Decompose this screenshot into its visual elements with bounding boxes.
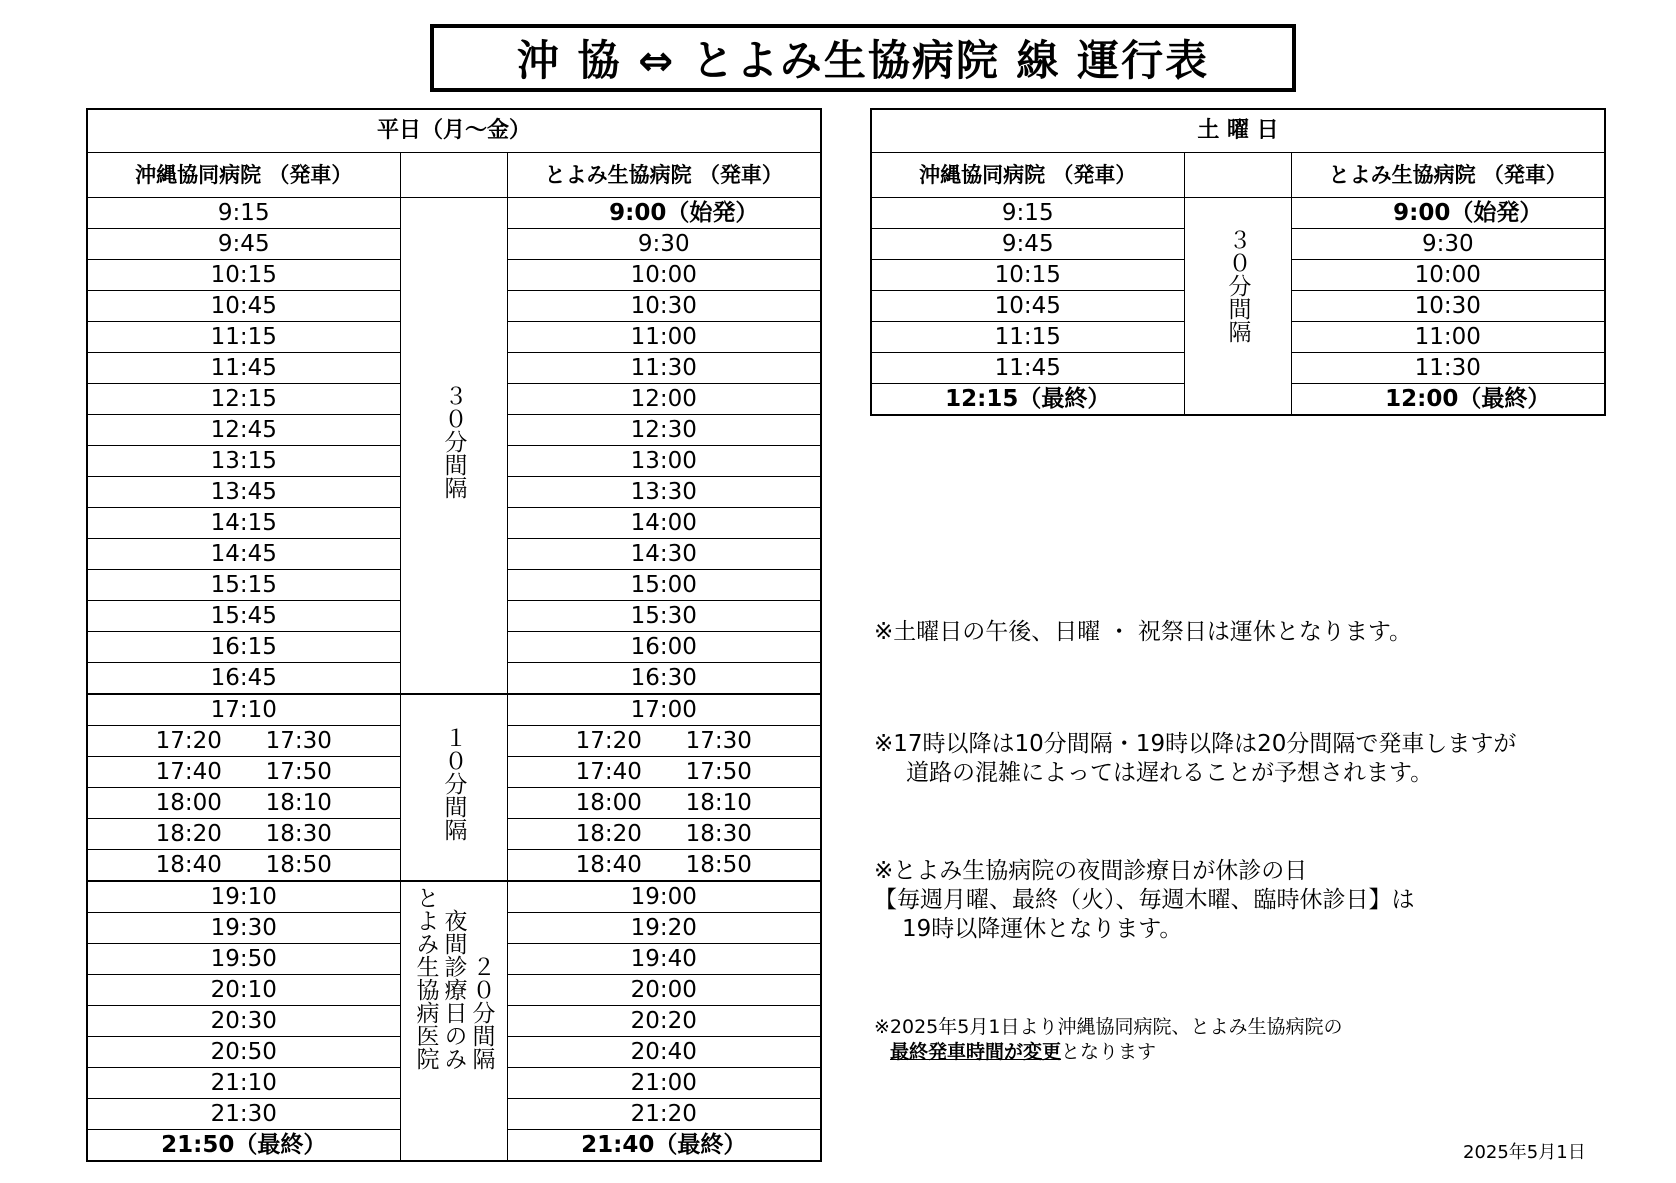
okinawa-departure: 10:15 [87,260,400,291]
note-evening-interval-2: 道路の混雑によっては遅れることが予想されます。 [906,760,1434,786]
note-night-clinic-2: 【毎週月曜、最終（火）、毎週木曜、臨時休診日】は [874,887,1415,913]
okinawa-departure: 19:50 [87,944,400,975]
okinawa-departure: 10:45 [871,291,1184,322]
toyomi-departure: 10:30 [507,291,821,322]
time-b: 18:10 [685,790,752,816]
time-b: 17:50 [685,759,752,785]
toyomi-departure-pair [507,819,821,850]
time-a: 17:40 [155,759,222,785]
saturday-timetable [870,108,1606,416]
toyomi-departure: 21:00 [507,1068,821,1099]
toyomi-departure-pair [507,850,821,882]
interval-10-cell [400,694,507,881]
saturday-interval-label: ３０分間隔 [1224,228,1251,343]
note-night-clinic-1: ※とよみ生協病院の夜間診療日が休診の日 [874,858,1308,884]
note-evening-interval-1: ※17時以降は10分間隔・19時以降は20分間隔で発車しますが [874,731,1517,757]
toyomi-departure: 9:00（始発） [507,198,821,229]
toyomi-departure: 9:30 [507,229,821,260]
note-change-suffix: となります [1061,1041,1157,1063]
saturday-interval-cell [1184,198,1291,416]
interval-30-label: ３０分間隔 [440,384,467,499]
okinawa-departure: 13:45 [87,477,400,508]
okinawa-departure: 19:10 [87,881,400,913]
okinawa-departure: 16:15 [87,632,400,663]
time-a: 18:20 [155,821,222,847]
toyomi-departure: 14:30 [507,539,821,570]
toyomi-departure: 21:40（最終） [507,1130,821,1162]
time-a: 17:20 [575,728,642,754]
okinawa-departure: 11:15 [87,322,400,353]
okinawa-departure-pair [87,819,400,850]
toyomi-departure: 13:30 [507,477,821,508]
toyomi-departure: 16:30 [507,663,821,695]
toyomi-departure: 11:30 [1291,353,1605,384]
time-b: 18:50 [685,852,752,878]
time-b: 17:30 [685,728,752,754]
issue-date: 2025年5月1日 [1463,1142,1586,1163]
okinawa-departure: 10:45 [87,291,400,322]
okinawa-departure: 14:45 [87,539,400,570]
okinawa-departure-pair [87,757,400,788]
weekday-col-okinawa: 沖縄協同病院 （発車） [87,153,400,198]
saturday-header: 土 曜 日 [871,109,1605,153]
okinawa-departure: 9:45 [871,229,1184,260]
toyomi-departure: 20:20 [507,1006,821,1037]
toyomi-departure: 14:00 [507,508,821,539]
time-a: 18:00 [575,790,642,816]
toyomi-departure: 11:00 [507,322,821,353]
toyomi-departure: 20:00 [507,975,821,1006]
okinawa-departure: 16:45 [87,663,400,695]
table-row [87,881,821,913]
toyomi-departure: 9:00（始発） [1291,198,1605,229]
saturday-col-toyomi: とよみ生協病院 （発車） [1291,153,1605,198]
toyomi-departure: 19:40 [507,944,821,975]
okinawa-departure: 21:10 [87,1068,400,1099]
saturday-col-interval [1184,153,1291,198]
time-a: 18:40 [575,852,642,878]
time-b: 18:30 [265,821,332,847]
interval-20-cell [400,881,507,1161]
interval-20-label-1: とよみ生協病医院 [412,886,439,1070]
okinawa-departure: 9:15 [87,198,400,229]
toyomi-departure: 15:00 [507,570,821,601]
time-b: 18:30 [685,821,752,847]
weekday-col-toyomi: とよみ生協病院 （発車） [507,153,821,198]
okinawa-departure: 11:45 [871,353,1184,384]
time-b: 17:50 [265,759,332,785]
toyomi-departure: 10:30 [1291,291,1605,322]
toyomi-departure: 11:00 [1291,322,1605,353]
okinawa-departure: 21:50（最終） [87,1130,400,1162]
toyomi-departure: 16:00 [507,632,821,663]
note-change-underlined: 最終発車時間が変更 [890,1041,1062,1063]
toyomi-departure: 15:30 [507,601,821,632]
interval-20-label-3: ２０分間隔 [468,955,495,1070]
toyomi-departure-pair [507,726,821,757]
note-change-2 [890,1040,1156,1065]
time-b: 18:10 [265,790,332,816]
okinawa-departure: 9:15 [871,198,1184,229]
okinawa-departure: 20:50 [87,1037,400,1068]
toyomi-departure: 19:20 [507,913,821,944]
interval-30-cell [400,198,507,695]
toyomi-departure: 12:00（最終） [1291,384,1605,416]
toyomi-departure: 10:00 [507,260,821,291]
weekday-timetable [86,108,822,1162]
page-title: 沖 協 ⇔ とよみ生協病院 線 運行表 [430,24,1296,92]
time-a: 17:20 [155,728,222,754]
okinawa-departure: 9:45 [87,229,400,260]
time-b: 17:30 [265,728,332,754]
time-a: 18:20 [575,821,642,847]
time-a: 18:00 [155,790,222,816]
okinawa-departure: 20:30 [87,1006,400,1037]
toyomi-departure: 12:30 [507,415,821,446]
time-a: 17:40 [575,759,642,785]
okinawa-departure: 11:45 [87,353,400,384]
interval-10-label: １０分間隔 [440,726,467,841]
okinawa-departure: 11:15 [871,322,1184,353]
weekday-header: 平日（月～金） [87,109,821,153]
toyomi-departure: 9:30 [1291,229,1605,260]
toyomi-departure-pair [507,757,821,788]
toyomi-departure-pair [507,788,821,819]
note-closed-days: ※土曜日の午後、日曜 ・ 祝祭日は運休となります。 [874,619,1413,645]
table-row [87,198,821,229]
okinawa-departure: 13:15 [87,446,400,477]
weekday-col-interval [400,153,507,198]
toyomi-departure: 12:00 [507,384,821,415]
okinawa-departure: 17:10 [87,694,400,726]
okinawa-departure-pair [87,788,400,819]
saturday-col-okinawa: 沖縄協同病院 （発車） [871,153,1184,198]
toyomi-departure: 19:00 [507,881,821,913]
note-night-clinic-3: 19時以降運休となります。 [902,916,1183,942]
time-b: 18:50 [265,852,332,878]
okinawa-departure: 21:30 [87,1099,400,1130]
toyomi-departure: 10:00 [1291,260,1605,291]
okinawa-departure-pair [87,850,400,882]
okinawa-departure: 15:15 [87,570,400,601]
okinawa-departure: 15:45 [87,601,400,632]
okinawa-departure: 12:15 [87,384,400,415]
time-a: 18:40 [155,852,222,878]
okinawa-departure: 14:15 [87,508,400,539]
interval-20-label-2: 夜間診療日のみ [440,909,467,1070]
table-row [87,694,821,726]
toyomi-departure: 13:00 [507,446,821,477]
toyomi-departure: 21:20 [507,1099,821,1130]
okinawa-departure: 12:45 [87,415,400,446]
okinawa-departure-pair [87,726,400,757]
note-change-1: ※2025年5月1日より沖縄協同病院、とよみ生協病院の [874,1016,1343,1038]
toyomi-departure: 17:00 [507,694,821,726]
okinawa-departure: 19:30 [87,913,400,944]
okinawa-departure: 12:15（最終） [871,384,1184,416]
table-row [871,198,1605,229]
okinawa-departure: 10:15 [871,260,1184,291]
toyomi-departure: 11:30 [507,353,821,384]
okinawa-departure: 20:10 [87,975,400,1006]
toyomi-departure: 20:40 [507,1037,821,1068]
